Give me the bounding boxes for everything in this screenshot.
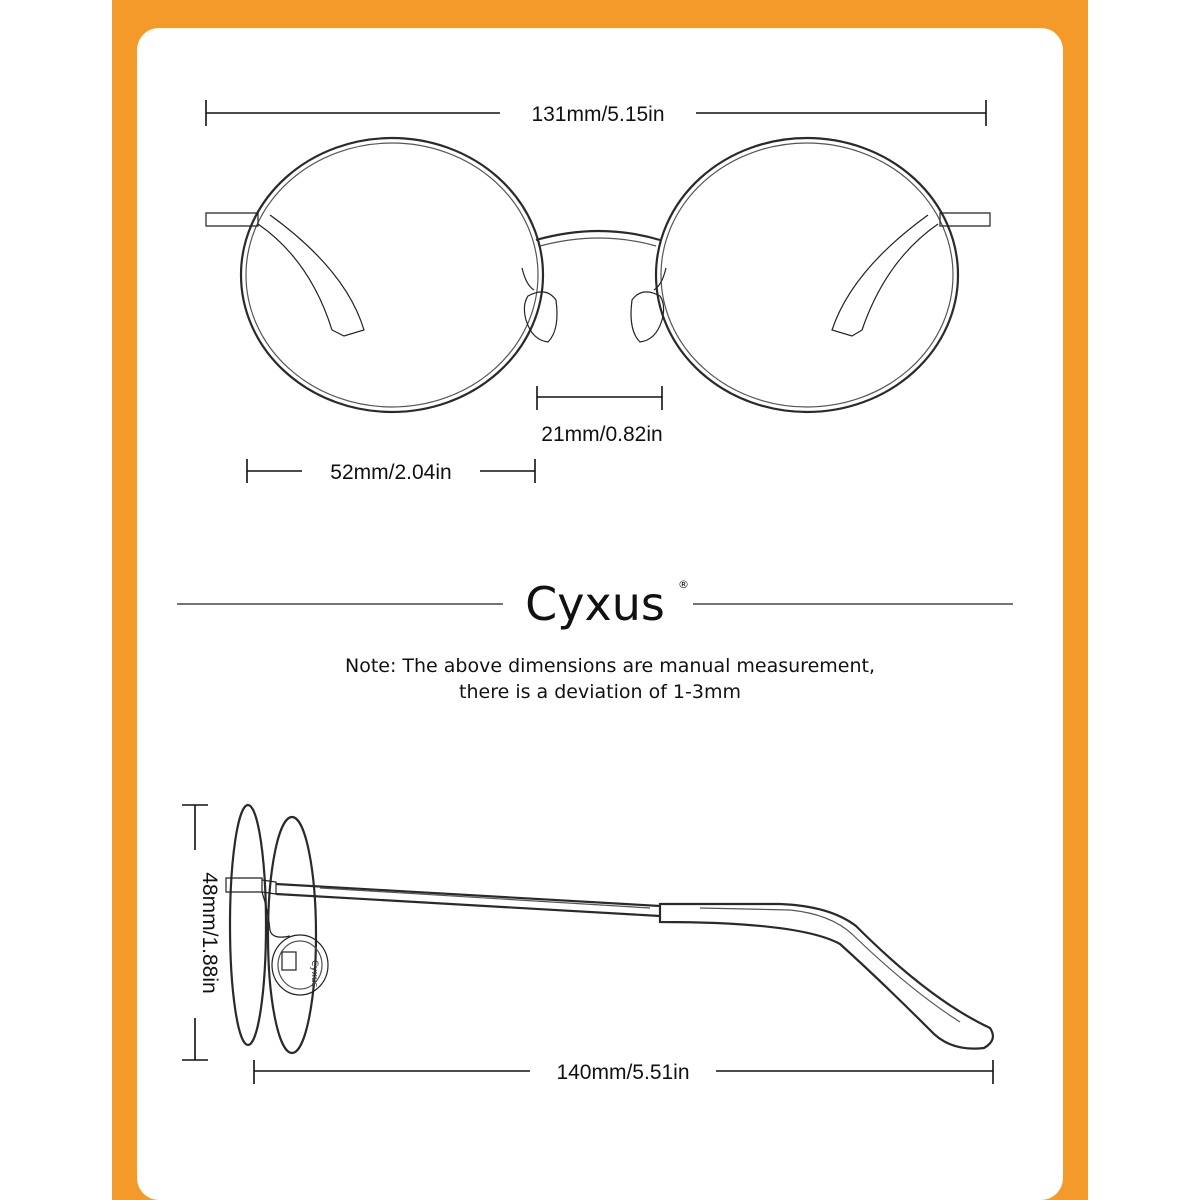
side-nose-pad	[262, 892, 328, 995]
near-rim	[230, 805, 266, 1045]
pad-imprint: Cyxus	[309, 960, 319, 988]
front-view	[206, 100, 990, 484]
lens-width-label: 52mm/2.04in	[330, 461, 452, 484]
left-hinge	[206, 213, 258, 226]
brand-divider	[177, 577, 1013, 631]
bridge-width-label: 21mm/0.82in	[541, 423, 663, 446]
right-lens-inner-rim	[661, 143, 953, 407]
brand-logo: Cyxus	[525, 577, 665, 631]
temple-tip	[660, 904, 993, 1049]
lens-width-dimension	[247, 459, 535, 484]
note-line-1: Note: The above dimensions are manual measurement,	[344, 655, 876, 677]
total-width-dimension	[206, 100, 986, 126]
left-lens-rim	[241, 138, 543, 412]
right-lens-rim	[656, 138, 958, 412]
far-rim	[268, 817, 316, 1053]
bridge	[536, 231, 660, 240]
lens-height-label: 48mm/1.88in	[198, 872, 221, 994]
left-temple-tip	[258, 215, 364, 336]
left-lens-inner-rim	[246, 143, 538, 407]
temple-arm-top	[276, 884, 660, 906]
total-width-label: 131mm/5.15in	[531, 103, 665, 126]
lens-height-dimension	[182, 805, 221, 1060]
temple-length-dimension	[254, 1060, 993, 1084]
side-view	[182, 805, 993, 1084]
registered-mark: ®	[678, 578, 689, 591]
bridge-inner	[540, 238, 656, 246]
right-temple-tip	[832, 215, 938, 336]
bridge-width-dimension	[537, 386, 663, 446]
note-line-2: there is a deviation of 1-3mm	[459, 681, 741, 703]
temple-length-label: 140mm/5.51in	[556, 1061, 690, 1084]
